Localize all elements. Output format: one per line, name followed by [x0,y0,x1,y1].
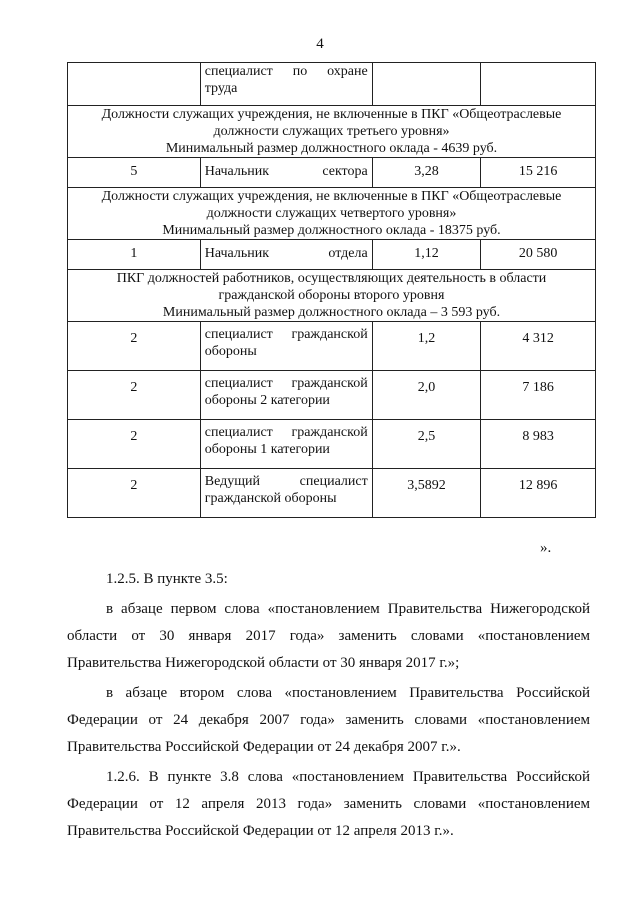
position-number-cell: 5 [68,158,201,188]
coefficient-cell: 2,5 [372,420,481,469]
paragraph-1-2-5: 1.2.5. В пункте 3.5: [106,571,228,587]
section-header-line: ПКГ должностей работников, осуществляющих деятельность в области [116,271,547,286]
position-title-cell: специалист гражданской обороны [200,322,372,371]
position-number-cell [68,63,201,106]
coefficient-cell [372,63,481,106]
salary-cell [481,63,596,106]
position-number-cell: 2 [68,469,201,518]
position-title-cell: специалист гражданской обороны 1 категории [200,420,372,469]
position-number-cell: 2 [68,322,201,371]
position-number-cell: 1 [68,240,201,270]
section-header-line: должности служащих третьего уровня» [213,124,450,139]
table-row [68,420,596,469]
section-header-line: Минимальный размер должностного оклада – 3 593 руб. [162,305,501,320]
salary-table [67,62,596,518]
section-header-line: Должности служащих учреждения, не включенные в ПКГ «Общеотраслевые [101,189,562,204]
position-title-cell: специалист гражданской обороны 2 категории [200,371,372,420]
section-header-line: должности служащих четвертого уровня» [206,206,457,221]
section-header-line: гражданской обороны второго уровня [218,288,445,303]
salary-cell: 8 983 [481,420,596,469]
coefficient-cell: 3,5892 [372,469,481,518]
table-row [68,240,596,270]
coefficient-cell: 3,28 [372,158,481,188]
section-header-cell [68,188,596,240]
section-header-cell [68,270,596,322]
position-title-cell: Начальник сектора [200,158,372,188]
position-title-cell: специалист по охране труда [200,63,372,106]
position-title-cell: Начальник отдела [200,240,372,270]
coefficient-cell: 1,2 [372,322,481,371]
table-row [68,322,596,371]
coefficient-cell: 1,12 [372,240,481,270]
closing-quote: ». [540,540,552,556]
table-section-header [68,270,596,322]
section-header-line: Минимальный размер должностного оклада - 18375 руб. [162,223,501,238]
salary-cell: 15 216 [481,158,596,188]
position-title-cell: Ведущий специалист гражданской обороны [200,469,372,518]
section-header-cell [68,106,596,158]
salary-cell: 20 580 [481,240,596,270]
paragraph-1-2-6: 1.2.6. В пункте 3.8 слова «постановлением Правительства Российской Федерации от 12 апреля 2013 года» заменить словами «постановлением Правительства Российской Федерации от 12 апреля 2013 г.». [67,769,590,839]
coefficient-cell: 2,0 [372,371,481,420]
table-row [68,63,596,106]
salary-table-body [68,63,596,518]
salary-cell: 12 896 [481,469,596,518]
table-section-header [68,188,596,240]
table-row [68,371,596,420]
table-row [68,158,596,188]
paragraph-abzac-1: в абзаце первом слова «постановлением Правительства Нижегородской области от 30 января 2017 года» заменить словами «постановлением Правительства Нижегородской области от 30 января 2017 г.»; [67,601,590,671]
section-header-line: Минимальный размер должностного оклада - 4639 руб. [165,141,498,156]
section-header-line: Должности служащих учреждения, не включенные в ПКГ «Общеотраслевые [101,107,562,122]
page-number: 4 [316,36,324,52]
table-section-header [68,106,596,158]
salary-cell: 7 186 [481,371,596,420]
paragraph-abzac-2: в абзаце втором слова «постановлением Правительства Российской Федерации от 24 декабря 2007 года» заменить словами «постановлением Правительства Российской Федерации от 24 декабря 2007 г.». [67,685,590,755]
position-number-cell: 2 [68,371,201,420]
position-number-cell: 2 [68,420,201,469]
salary-cell: 4 312 [481,322,596,371]
amendments-text [67,566,590,848]
table-row [68,469,596,518]
